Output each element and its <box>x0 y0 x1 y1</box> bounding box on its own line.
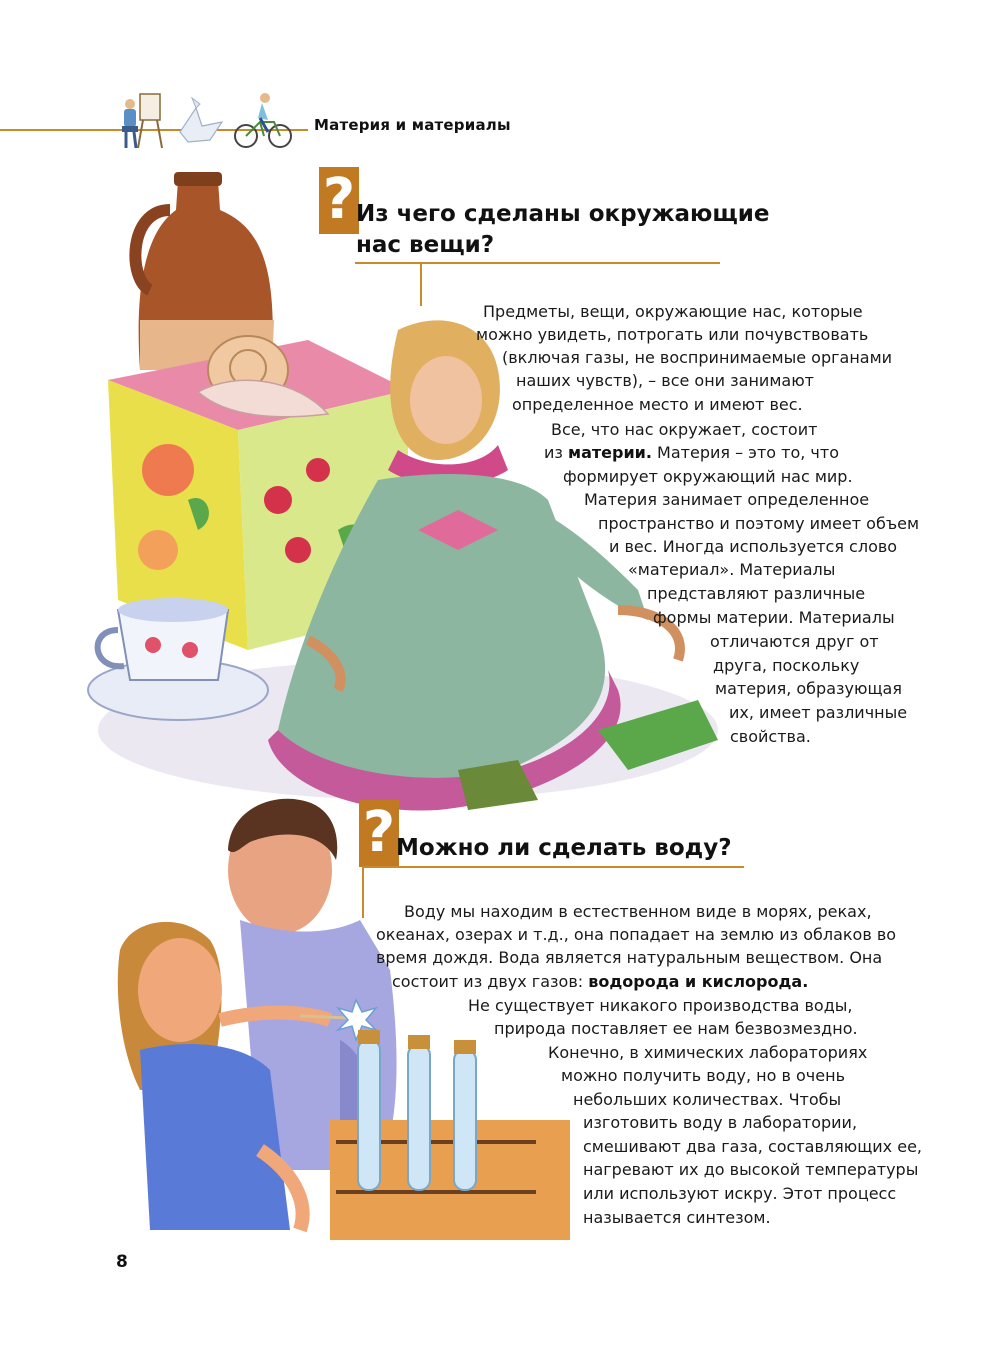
s1-line-08: формирует окружающий нас мир. <box>563 467 853 486</box>
s1-line-15: отличаются друг от <box>710 632 879 651</box>
section1-connector-rule <box>420 262 422 306</box>
s2-line-06: природа поставляет ее нам безвозмездно. <box>494 1019 858 1038</box>
s2-line-12: нагревают их до высокой температуры <box>583 1160 919 1179</box>
question-mark-icon-2: ? <box>362 800 396 865</box>
s1-line-06: Все, что нас окружает, состоит <box>551 420 818 439</box>
term-gases: водорода и кислорода. <box>588 972 809 991</box>
question-mark-icon: ? <box>322 167 356 232</box>
s1-line-01: Предметы, вещи, окружающие нас, которые <box>483 302 863 321</box>
term-matter: материи. <box>568 443 652 462</box>
question-mark-badge-2 <box>359 800 399 867</box>
s1-line-12: «материал». Материалы <box>628 560 836 579</box>
s2-line-04 <box>392 970 808 993</box>
s2-line-03: время дождя. Вода является натуральным веществом. Она <box>376 948 883 967</box>
s1-line-10: пространство и поэтому имеет объем <box>598 514 920 533</box>
s1-line-16: друга, поскольку <box>713 656 860 675</box>
s1-line-09: Материя занимает определенное <box>584 490 870 509</box>
section2-title: Можно ли сделать воду? <box>396 835 732 861</box>
s2-line-02: океанах, озерах и т.д., она попадает на землю из облаков во <box>376 925 897 944</box>
header-title: Материя и материалы <box>314 116 511 134</box>
header-vignettes <box>118 88 296 154</box>
s1-line-07 <box>544 441 839 464</box>
s1-line-14: формы материи. Материалы <box>653 608 895 627</box>
section1-title-line2: нас вещи? <box>356 232 495 258</box>
s2-line-01: Воду мы находим в естественном виде в морях, реках, <box>404 902 872 921</box>
s2-line-05: Не существует никакого производства воды, <box>468 996 853 1015</box>
cyclist-icon <box>235 93 291 147</box>
s2-line-08: можно получить воду, но в очень <box>561 1066 845 1085</box>
s1-line-07-lead: из <box>544 443 563 462</box>
s1-line-17: материя, образующая <box>715 679 902 698</box>
s1-line-02: можно увидеть, потрогать или почувствовать <box>476 325 869 344</box>
s1-line-05: определенное место и имеют вес. <box>512 395 803 414</box>
s2-line-04-lead: состоит из двух газов: <box>392 972 584 991</box>
section2-connector-rule <box>362 866 364 918</box>
s1-line-04: наших чувств), – все они занимают <box>516 371 814 390</box>
s1-line-11: и вес. Иногда используется слово <box>609 537 898 556</box>
section1-title-line1: Из чего сделаны окружающие <box>356 201 770 227</box>
s2-line-11: смешивают два газа, составляющих ее, <box>583 1137 922 1156</box>
section1-title-rule <box>355 262 720 264</box>
origami-icon <box>180 98 222 142</box>
s2-line-13: или используют искру. Этот процесс <box>583 1184 897 1203</box>
s1-line-18: их, имеет различные <box>729 703 908 722</box>
s1-line-19: свойства. <box>730 727 811 746</box>
question-mark-badge-1 <box>319 167 359 234</box>
s2-line-07: Конечно, в химических лабораториях <box>548 1043 868 1062</box>
test-tubes-image <box>330 1030 570 1240</box>
section2-title-rule <box>362 866 744 868</box>
s1-line-13: представляют различные <box>647 584 866 603</box>
s2-line-14: называется синтезом. <box>583 1208 771 1227</box>
painter-icon <box>122 94 162 148</box>
s1-line-03: (включая газы, не воспринимаемые органами <box>502 348 893 367</box>
s2-line-09: небольших количествах. Чтобы <box>573 1090 842 1109</box>
page-number: 8 <box>116 1252 128 1272</box>
s1-line-07-tail: Материя – это то, что <box>657 443 839 462</box>
s2-line-10: изготовить воду в лаборатории, <box>583 1113 858 1132</box>
